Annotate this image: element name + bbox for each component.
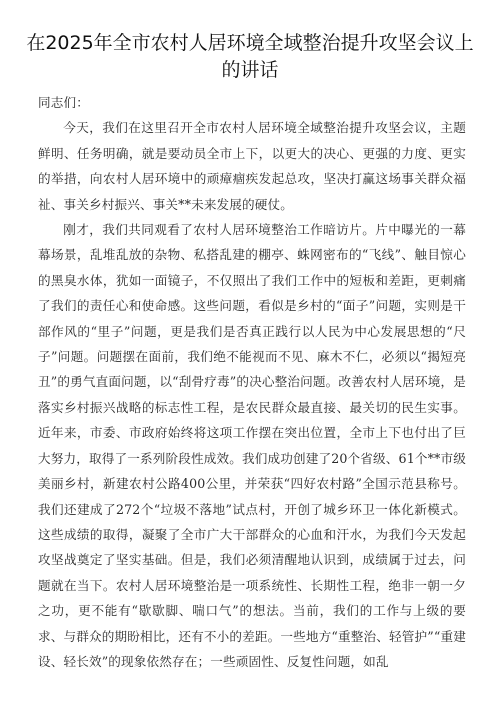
paragraph-2: 刚才，我们共同观看了农村人居环境整治工作暗访片。片中曝光的一幕幕场景，乱堆乱放的杂物、私搭乱建的棚亭、蛛网密布的“飞线”、触目惊心的黑臭水体，犹如一面镜子，不仅照出了我们工作中的短板和差距，更刺痛了我们的责任心和使命感。这些问题，看似是乡村的“面子”问题，实则是干部作风的“里子”问题，更是我们是否真正践行以人民为中心发展思想的“尺子”问题。问题摆在面前，我们绝不能视而不见、麻木不仁，必须以“揭短亮丑”的勇气直面问题，以“刮骨疗毒”的决心整治问题。改善农村人居环境，是落实乡村振兴战略的标志性工程，是农民群众最直接、最关切的民生实事。近年来，市委、市政府始终将这项工作摆在突出位置，全市上下也付出了巨大努力，取得了一系列阶段性成效。我们成功创建了20个省级、61个**市级美丽乡村，新建农村公路400公里，并荣获“四好农村路”全国示范县称号。我们还建成了272个“垃圾不落地”试点村，开创了城乡环卫一体化新模式。这些成绩的取得，凝聚了全市广大干部群众的心血和汗水，为我们今天发起攻坚战奠定了坚实基础。但是，我们必须清醒地认识到，成绩属于过去，问题就在当下。农村人居环境整治是一项系统性、长期性工程，绝非一朝一夕之功，更不能有“歇歇脚、喘口气”的想法。当前，我们的工作与上级的要求、与群众的期盼相比，还有不小的差距。一些地方“重整治、轻管护”“重建设、轻长效”的现象依然存在；一些顽固性、反复性问题，如乱 <box>38 222 466 669</box>
salutation: 同志们： <box>38 95 89 110</box>
document-title: 在2025年全市农村人居环境全域整治提升攻坚会议上的讲话 <box>26 32 474 81</box>
paragraph-1: 今天，我们在这里召开全市农村人居环境全域整治提升攻坚会议，主题鲜明、任务明确，就是要动员全市上下，以更大的决心、更强的力度、更实的举措，向农村人居环境中的顽瘴痼疾发起总攻，坚决打赢这场事关群众福祉、事关乡村振兴、事关**未来发展的硬仗。 <box>38 120 466 212</box>
document-body <box>38 90 466 674</box>
